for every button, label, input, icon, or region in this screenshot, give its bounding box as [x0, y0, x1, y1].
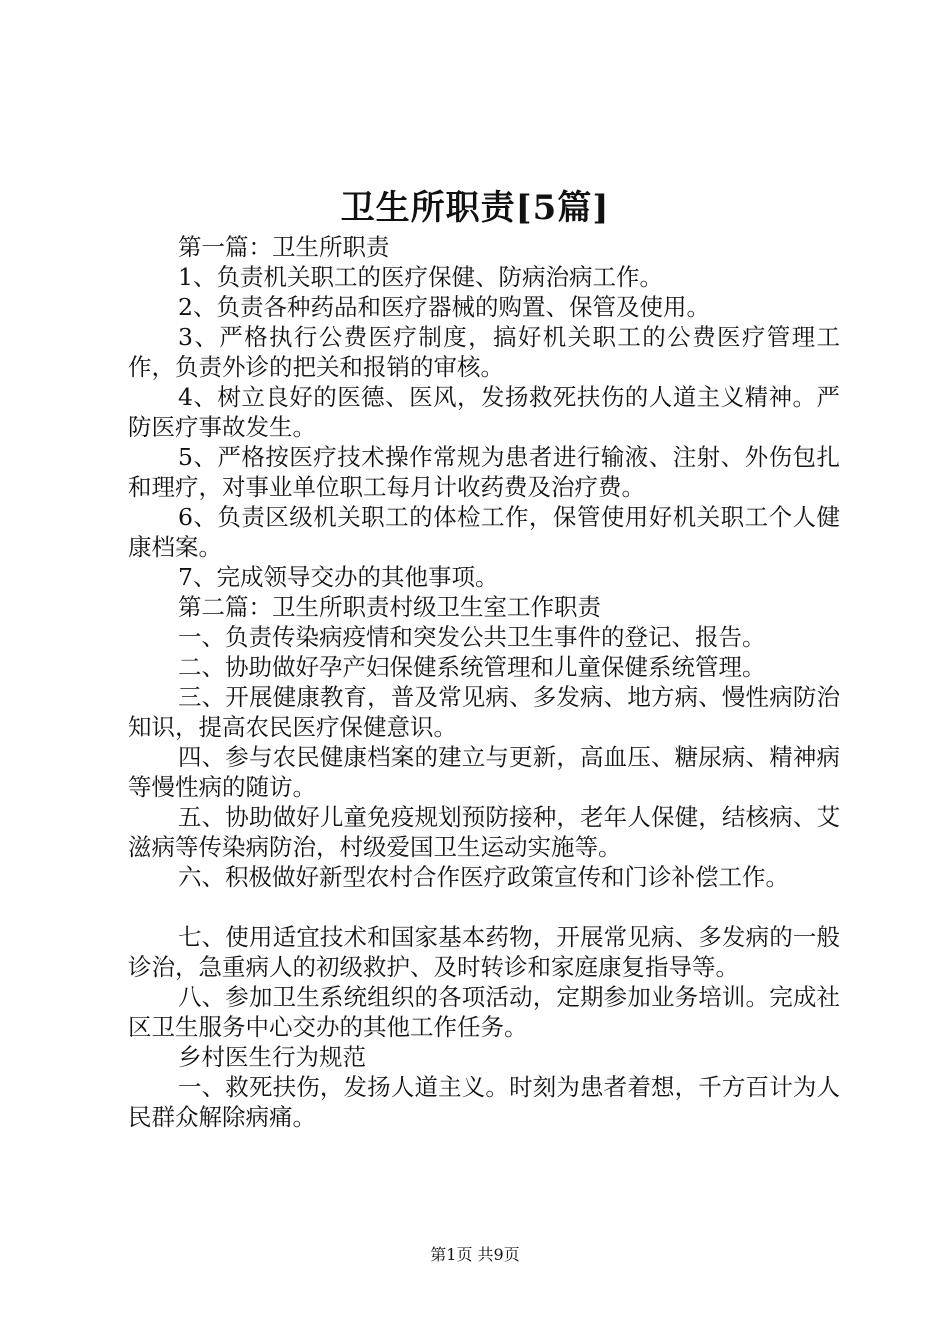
paragraph: 六、积极做好新型农村合作医疗政策宣传和门诊补偿工作。: [178, 863, 789, 891]
paragraph: 4、树立良好的医德、医风，发扬救死扶伤的人道主义精神。严防医疗事故发生。: [128, 383, 840, 441]
paragraph: 五、协助做好儿童免疫规划预防接种，老年人保健，结核病、艾滋病等传染病防治，村级爱国卫生运动实施等。: [128, 803, 840, 861]
paragraph: 一、救死扶伤，发扬人道主义。时刻为患者着想，千方百计为人民群众解除病痛。: [128, 1073, 840, 1131]
paragraph: 八、参加卫生系统组织的各项活动，定期参加业务培训。完成社区卫生服务中心交办的其他工作任务。: [128, 983, 840, 1041]
section-heading-1: 第一篇：卫生所职责: [178, 233, 390, 261]
paragraph: 7、完成领导交办的其他事项。: [178, 563, 499, 591]
section-heading-2: 第二篇：卫生所职责村级卫生室工作职责: [178, 593, 601, 621]
paragraph: 四、参与农民健康档案的建立与更新，高血压、糖尿病、精神病等慢性病的随访。: [128, 743, 840, 801]
document-body: [128, 232, 840, 1132]
paragraph: 三、开展健康教育，普及常见病、多发病、地方病、慢性病防治知识，提高农民医疗保健意识。: [128, 683, 840, 741]
paragraph: 二、协助做好孕产妇保健系统管理和儿童保健系统管理。: [178, 653, 766, 681]
section-heading-3: 乡村医生行为规范: [178, 1043, 366, 1071]
paragraph: 1、负责机关职工的医疗保健、防病治病工作。: [178, 263, 663, 291]
paragraph: 一、负责传染病疫情和突发公共卫生事件的登记、报告。: [178, 623, 766, 651]
paragraph: 2、负责各种药品和医疗器械的购置、保管及使用。: [178, 293, 710, 321]
paragraph: 3、严格执行公费医疗制度，搞好机关职工的公费医疗管理工作，负责外诊的把关和报销的审核。: [128, 323, 840, 381]
paragraph: 6、负责区级机关职工的体检工作，保管使用好机关职工个人健康档案。: [128, 503, 840, 561]
page-footer: 第1页 共9页: [430, 1245, 520, 1264]
paragraph: 5、严格按医疗技术操作常规为患者进行输液、注射、外伤包扎和理疗，对事业单位职工每月计收药费及治疗费。: [128, 443, 840, 501]
paragraph: 七、使用适宜技术和国家基本药物，开展常见病、多发病的一般诊治，急重病人的初级救护、及时转诊和家庭康复指导等。: [128, 923, 840, 981]
document-title: 卫生所职责[5篇]: [340, 188, 610, 228]
